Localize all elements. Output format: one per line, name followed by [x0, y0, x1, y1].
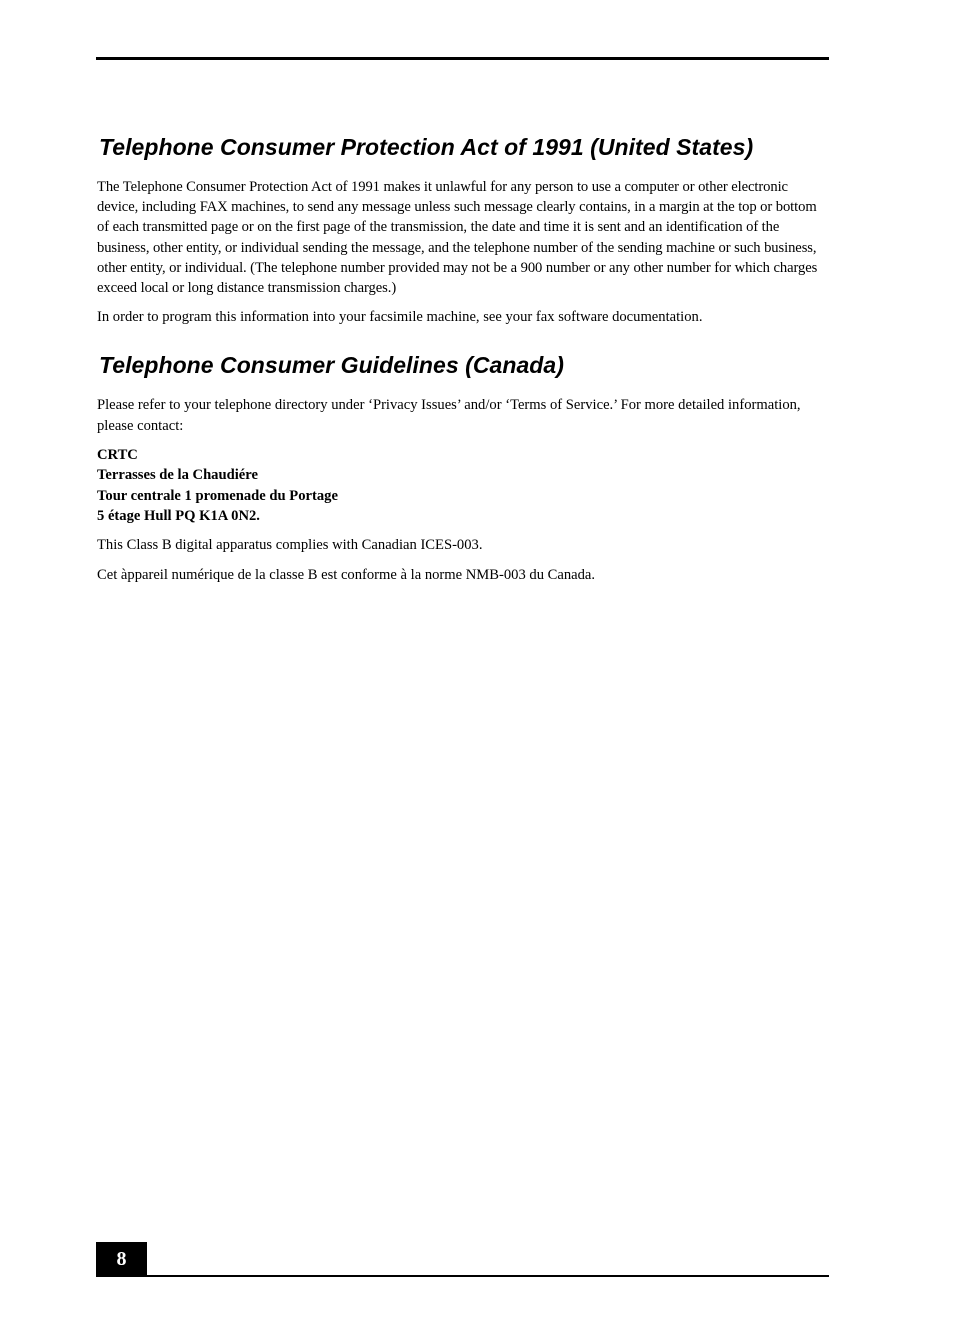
section-heading-tcpa: Telephone Consumer Protection Act of 1991 (United States) — [99, 134, 754, 160]
privacy-reference-paragraph: Please refer to your telephone directory under ‘Privacy Issues’ and/or ‘Terms of Service.’ For more detailed information, please contact: — [97, 397, 801, 434]
ices-compliance-paragraph: This Class B digital apparatus complies with Canadian ICES-003. — [97, 537, 483, 554]
section-heading-canada: Telephone Consumer Guidelines (Canada) — [99, 352, 564, 379]
footer-rule — [96, 1275, 829, 1277]
page-number: 8 — [96, 1242, 147, 1277]
nmb-compliance-paragraph: Cet àppareil numérique de la classe B est conforme à la norme NMB-003 du Canada. — [97, 566, 596, 583]
tcpa-paragraph: The Telephone Consumer Protection Act of 1991 makes it unlawful for any person to use a computer or other electronic device, including FAX machines, to send any message unless such message clearly contains, in a margin at the top or bottom of each transmitted page or on the first page of the transmission, the date and time it is sent and an identification of the business, other entity, or individual sending the message, and the telephone number of the sending machine or such business, other entity, or individual. (The telephone number provided may not be a 900 number or any other number for which charges exceed local or long distance transmission charges.) — [97, 179, 818, 297]
address-line: Tour centrale 1 promenade du Portage — [97, 487, 338, 504]
address-line: CRTC — [97, 446, 138, 463]
fax-program-paragraph: In order to program this information into your facsimile machine, see your fax software documentation. — [97, 309, 703, 326]
crtc-address — [97, 445, 827, 527]
address-line: 5 étage Hull PQ K1A 0N2. — [97, 508, 260, 525]
header-rule — [96, 57, 829, 60]
page-content — [97, 131, 827, 594]
address-line: Terrasses de la Chaudiére — [97, 467, 258, 484]
